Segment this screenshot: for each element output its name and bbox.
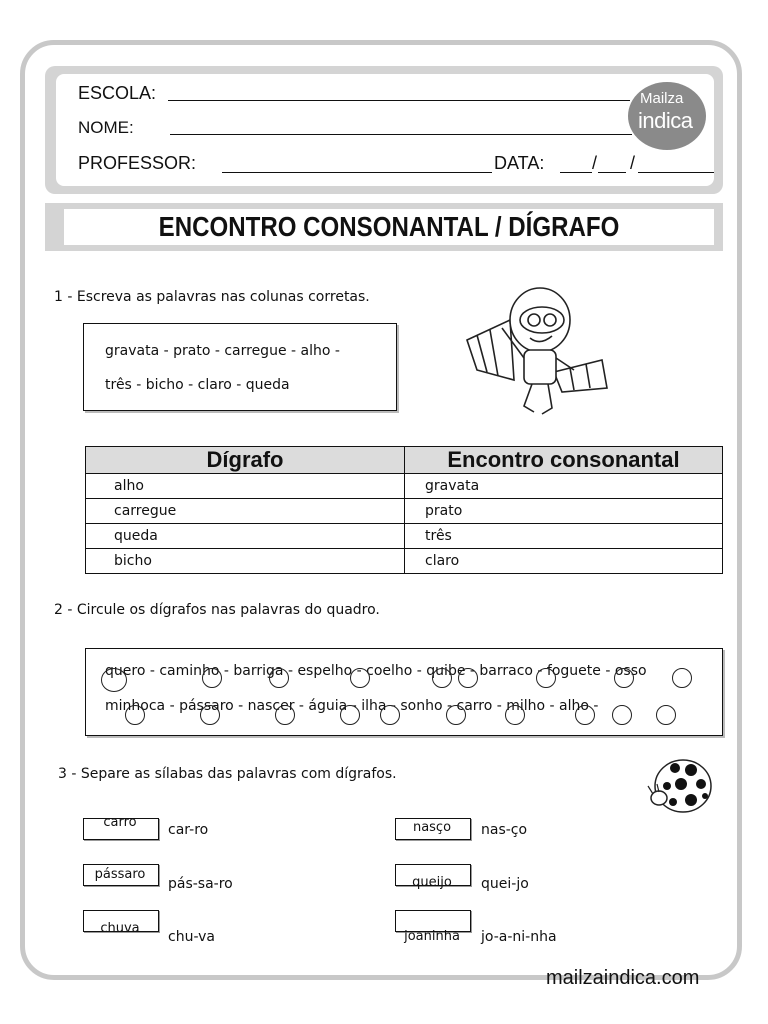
- table-cell[interactable]: queda: [86, 524, 405, 549]
- date-day-line[interactable]: [560, 172, 592, 173]
- table-row: [86, 499, 723, 524]
- circle-mark[interactable]: [446, 705, 466, 725]
- teacher-line[interactable]: [222, 172, 492, 173]
- circle-mark[interactable]: [575, 705, 595, 725]
- date-slash-2: /: [630, 153, 636, 173]
- table-row: [86, 474, 723, 499]
- circle-mark[interactable]: [275, 705, 295, 725]
- column-header-digrafo: Dígrafo: [86, 447, 405, 474]
- flying-boy-illustration: [462, 280, 612, 425]
- table-row: [86, 524, 723, 549]
- classification-table: [85, 446, 723, 574]
- table-cell[interactable]: alho: [86, 474, 405, 499]
- word-label-carro: carro: [103, 815, 137, 830]
- question-3-prompt: 3 - Separe as sílabas das palavras com dígrafos.: [58, 766, 397, 782]
- date-label: DATA:: [494, 153, 545, 173]
- word-label-queijo: queijo: [412, 875, 452, 890]
- name-label: NOME:: [78, 118, 134, 137]
- circle-mark[interactable]: [125, 705, 145, 725]
- word-label-joaninha: joaninha: [404, 929, 460, 944]
- table-header-row: [86, 447, 723, 474]
- circle-mark[interactable]: [672, 668, 692, 688]
- circle-mark[interactable]: [202, 668, 222, 688]
- page-title: ENCONTRO CONSONANTAL / DÍGRAFO: [158, 211, 620, 242]
- word-bank-line-2: três - bicho - claro - queda: [105, 377, 290, 393]
- mailza-logo: [628, 82, 706, 150]
- date-year-line[interactable]: [638, 172, 714, 173]
- date-slash-1: /: [592, 153, 598, 173]
- circle-words-line-1: quero - caminho - barriga - espelho - coelho - quibe - barraco - foguete - osso: [105, 663, 647, 679]
- footer-website: mailzaindica.com: [546, 967, 700, 989]
- column-header-encontro: Encontro consonantal: [405, 447, 723, 474]
- circle-mark[interactable]: [614, 668, 634, 688]
- syllables-answer[interactable]: pás-sa-ro: [168, 876, 233, 892]
- name-line[interactable]: [170, 134, 632, 135]
- circle-mark[interactable]: [505, 705, 525, 725]
- word-label-nasco: nasço: [412, 820, 452, 835]
- circle-mark[interactable]: [200, 705, 220, 725]
- syllables-answer[interactable]: chu-va: [168, 929, 215, 945]
- word-bank-box: [83, 323, 397, 411]
- circle-mark[interactable]: [612, 705, 632, 725]
- table-cell[interactable]: carregue: [86, 499, 405, 524]
- ladybug-illustration: [645, 756, 715, 816]
- word-bank-line-1: gravata - prato - carregue - alho -: [105, 343, 340, 359]
- word-label-passaro: pássaro: [94, 867, 146, 882]
- logo-text-2: indica: [638, 108, 693, 133]
- question-2-prompt: 2 - Circule os dígrafos nas palavras do quadro.: [54, 602, 380, 618]
- syllables-answer[interactable]: nas-ço: [481, 822, 528, 838]
- circle-mark[interactable]: [432, 668, 452, 688]
- table-cell[interactable]: prato: [405, 499, 723, 524]
- school-line[interactable]: [168, 100, 630, 101]
- table-cell[interactable]: três: [405, 524, 723, 549]
- circle-mark[interactable]: [536, 668, 556, 688]
- table-cell[interactable]: gravata: [405, 474, 723, 499]
- table-cell[interactable]: bicho: [86, 549, 405, 574]
- circle-words-line-2: minhoca - pássaro - nascer - águia - ilha - sonho - carro - milho - alho -: [105, 698, 599, 714]
- teacher-label: PROFESSOR:: [78, 153, 197, 173]
- circle-mark[interactable]: [458, 668, 478, 688]
- table-row: [86, 549, 723, 574]
- circle-mark[interactable]: [101, 668, 127, 692]
- question-1-prompt: 1 - Escreva as palavras nas colunas corretas.: [54, 289, 370, 305]
- table-cell[interactable]: claro: [405, 549, 723, 574]
- logo-text-1: Mailza: [640, 90, 684, 107]
- circle-mark[interactable]: [380, 705, 400, 725]
- date-month-line[interactable]: [598, 172, 626, 173]
- school-label: ESCOLA:: [78, 83, 157, 103]
- word-label-chuva: chuva: [100, 921, 140, 936]
- circle-mark[interactable]: [269, 668, 289, 688]
- syllables-answer[interactable]: quei-jo: [481, 876, 529, 892]
- circle-mark[interactable]: [350, 668, 370, 688]
- circle-mark[interactable]: [656, 705, 676, 725]
- syllables-answer[interactable]: car-ro: [168, 822, 209, 838]
- circle-mark[interactable]: [340, 705, 360, 725]
- syllables-answer[interactable]: jo-a-ni-nha: [481, 929, 557, 945]
